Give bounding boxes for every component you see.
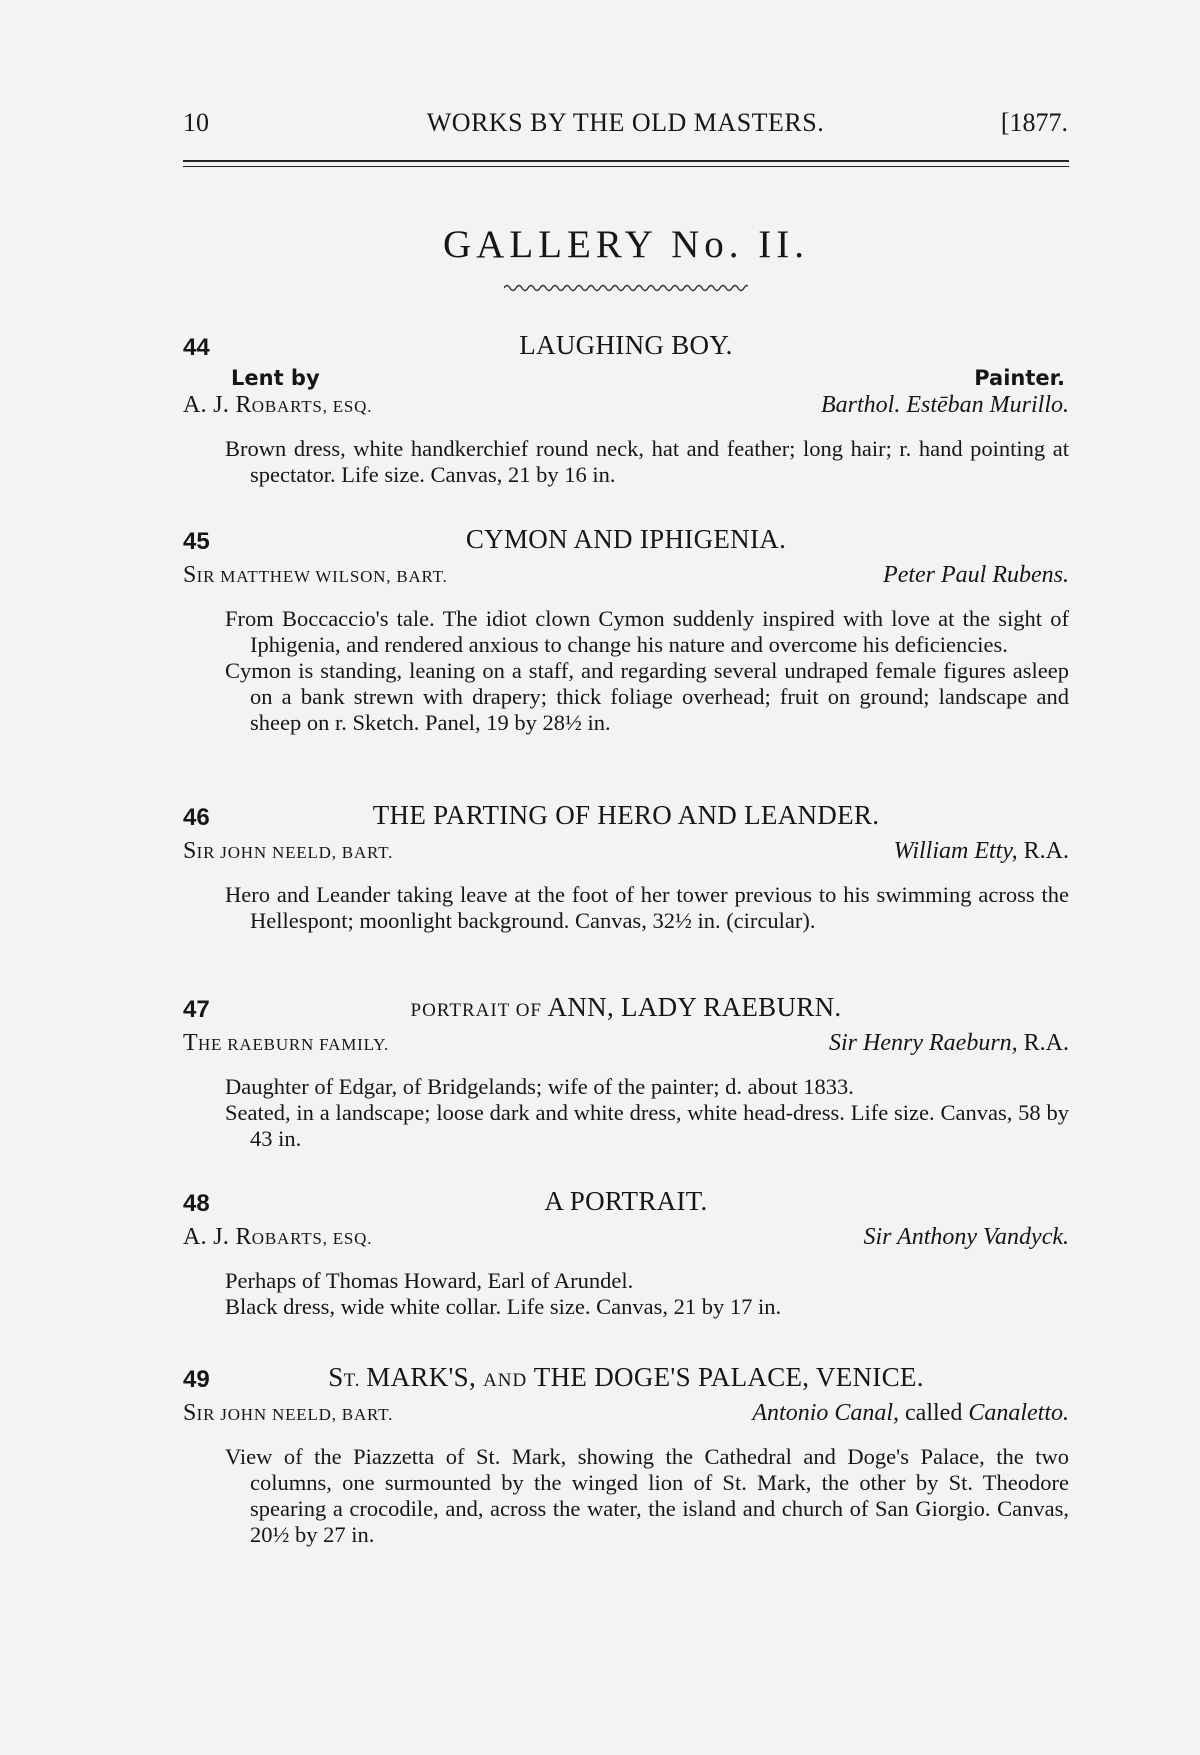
entry-number: 49: [183, 1366, 210, 1393]
entry-description: Perhaps of Thomas Howard, Earl of Arundel. Black dress, wide white collar. Life size. Canvas, 21 by 17 in.: [225, 1268, 782, 1319]
entry-title: A PORTRAIT.: [544, 1186, 708, 1216]
entry-number: 46: [183, 804, 210, 831]
painter: Sir Anthony Vandyck.: [863, 1224, 1069, 1250]
entry-title: THE PARTING OF HERO AND LEANDER.: [372, 800, 880, 830]
header-rule-thick: [183, 160, 1069, 162]
painter: Peter Paul Rubens.: [883, 562, 1069, 588]
running-header: [183, 108, 1068, 142]
painter: William Etty, R.A.: [893, 838, 1069, 864]
year-label: [1877.: [1000, 108, 1068, 137]
column-heads: [183, 366, 1069, 390]
entry-title: LAUGHING BOY.: [519, 330, 733, 360]
painter: Sir Henry Raeburn, R.A.: [829, 1030, 1069, 1056]
lender: THE RAEBURN FAMILY.: [183, 1030, 390, 1056]
entry-description: Hero and Leander taking leave at the foot of her tower previous to his swimming across the Hellespont; moonlight background. Canvas, 32½ in. (circular).: [225, 882, 1069, 933]
entry-number: 48: [183, 1190, 210, 1217]
entry-description: Brown dress, white handkerchief round neck, hat and feather; long hair; r. hand pointing at spectator. Life size. Canvas, 21 by 16 in.: [225, 436, 1069, 487]
entry-number: 45: [183, 528, 210, 555]
page-number: 10: [183, 108, 209, 137]
entry-number: 44: [183, 334, 210, 361]
entry-description: View of the Piazzetta of St. Mark, showing the Cathedral and Doge's Palace, the two columns, one surmounted by the winged lion of St. Mark, the other by St. Theodore spearing a crocodile, and, across the water, the island and church of San Giorgio. Canvas, 20½ by 27 in.: [225, 1444, 1069, 1547]
lent-by-heading: Lent by: [231, 366, 320, 390]
catalogue-entry: [183, 330, 1069, 488]
painter: Antonio Canal, called Canaletto.: [752, 1400, 1069, 1426]
lender: SIR JOHN NEELD, BART.: [183, 838, 394, 864]
gallery-title: GALLERY No. II.: [442, 223, 809, 266]
entry-description: Daughter of Edgar, of Bridgelands; wife of the painter; d. about 1833. Seated, in a landscape; loose dark and white dress, white head-dress. Life size. Canvas, 58 by 43 in.: [225, 1074, 1069, 1151]
lender: SIR MATTHEW WILSON, BART.: [183, 562, 448, 588]
catalogue-entry: [183, 524, 1069, 736]
lender: A. J. ROBARTS, ESQ.: [183, 1224, 373, 1250]
catalogue-entry: [183, 1186, 1069, 1320]
entry-title: CYMON AND IPHIGENIA.: [465, 524, 787, 554]
entry-title: PORTRAIT OF ANN, LADY RAEBURN.: [410, 992, 842, 1022]
entry-number: 47: [183, 996, 210, 1023]
wavy-ornament: [504, 283, 748, 293]
painter-heading: Painter.: [974, 366, 1065, 390]
painter: Barthol. Estēban Murillo.: [821, 392, 1069, 418]
lender: A. J. ROBARTS, ESQ.: [183, 392, 373, 418]
catalogue-entry: [183, 992, 1069, 1152]
lender: SIR JOHN NEELD, BART.: [183, 1400, 394, 1426]
entry-title: ST. MARK'S, AND THE DOGE'S PALACE, VENICE.: [328, 1362, 924, 1392]
entry-description: From Boccaccio's tale. The idiot clown Cymon suddenly inspired with love at the sight of Iphigenia, and rendered anxious to change his nature and overcome his deficiencies. Cymon is standing, leaning on a staff, and regarding several undraped female figures asleep on a bank strewn with drapery; thick foliage overhead; fruit on ground; landscape and sheep on r. Sketch. Panel, 19 by 28½ in.: [225, 606, 1069, 735]
header-rule-thin: [183, 166, 1069, 167]
catalogue-entry: [183, 1362, 1069, 1548]
catalogue-entry: [183, 800, 1069, 934]
running-title: WORKS BY THE OLD MASTERS.: [426, 108, 825, 137]
